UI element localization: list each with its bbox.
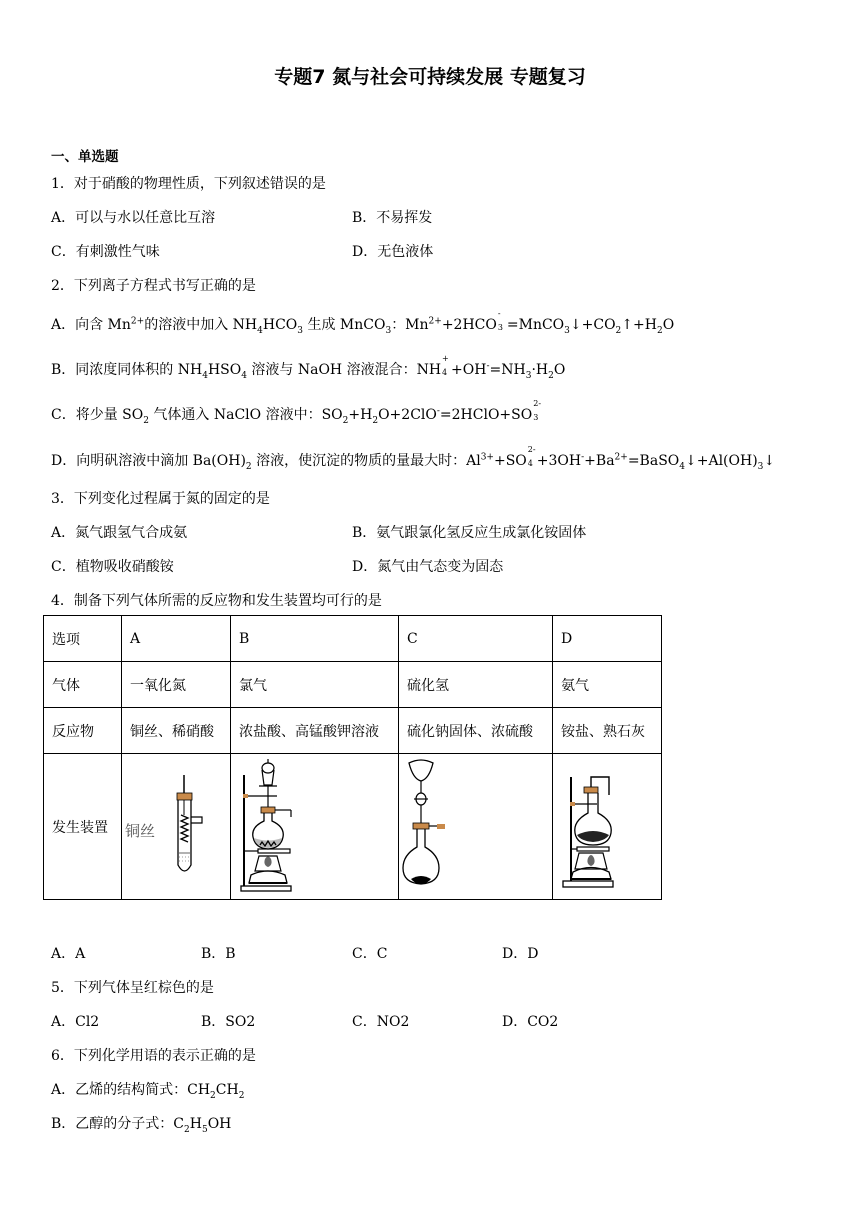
table-row [44, 616, 662, 662]
section-heading: 一、单选题 [51, 149, 119, 165]
q5-option-d[interactable]: D．CO2 [502, 1014, 559, 1030]
table-row [44, 754, 662, 900]
q2-option-b[interactable]: B．同浓度同体积的 $NH_4HSO_4$ 溶液与 NaOH 溶液混合：NH + 4 $+OH^-=NH_3\cdot H_2O$ [51, 354, 566, 381]
q4-option-b[interactable]: B．B [201, 946, 236, 962]
options-table [43, 615, 662, 900]
question-6-stem: 6．下列化学用语的表示正确的是 [51, 1048, 256, 1064]
question-2-stem: 2．下列离子方程式书写正确的是 [51, 278, 256, 294]
q5-option-c[interactable]: C．NO2 [352, 1014, 410, 1030]
apparatus-c [399, 754, 553, 900]
q2-option-a[interactable]: A．向含 $Mn^{2+}$的溶液中加入 $NH_4HCO_3$ 生成 MnCO$_3$：$Mn^{2+}+2HCO$ - 3 $=MnCO_3↓+CO_2↑+H_2O$ [51, 309, 675, 336]
round-flask-funnel-icon [399, 755, 552, 899]
q6-option-a[interactable]: A．乙烯的结构简式：$CH_2CH_2$ [51, 1082, 245, 1101]
table-cell: 氯气 [231, 662, 399, 708]
question-5-stem: 5．下列气体呈红棕色的是 [51, 980, 214, 996]
q2-option-d[interactable]: D．向明矾溶液中滴加 $Ba(OH)_2$ 溶液，使沉淀的物质的量最大时：$Al^{3+}+SO$ 2- 4 $+3OH^-+Ba^{2+}=BaSO_4↓+Al(OH)_3↓$ [51, 445, 776, 472]
table-cell: B [231, 616, 399, 662]
table-cell: 气体 [44, 662, 122, 708]
q3-option-a[interactable]: A．氮气跟氢气合成氨 [51, 525, 188, 541]
q2-option-c[interactable]: C．将少量 $SO_2$ 气体通入 NaClO 溶液中：$SO_2+H_2O+2ClO^-=2HClO+SO$ 2- 3 [51, 399, 542, 426]
apparatus-a [122, 754, 231, 900]
table-cell: 铵盐、熟石灰 [553, 708, 662, 754]
q3-option-b[interactable]: B．氨气跟氯化氢反应生成氯化铵固体 [352, 525, 587, 541]
table-row [44, 708, 662, 754]
q5-option-b[interactable]: B．SO2 [201, 1014, 256, 1030]
q1-option-d[interactable]: D．无色液体 [352, 244, 434, 260]
table-cell: 浓盐酸、高锰酸钾溶液 [231, 708, 399, 754]
q6-option-b[interactable]: B．乙醇的分子式：$C_2H_5OH$ [51, 1116, 232, 1135]
apparatus-b [231, 754, 399, 900]
table-cell: A [122, 616, 231, 662]
q4-option-c[interactable]: C．C [352, 946, 388, 962]
table-cell: 硫化氢 [399, 662, 553, 708]
q4-option-d[interactable]: D．D [502, 946, 539, 962]
table-cell: 一氧化氮 [122, 662, 231, 708]
question-1-stem: 1．对于硝酸的物理性质，下列叙述错误的是 [51, 176, 326, 192]
q5-option-a[interactable]: A．Cl2 [51, 1014, 100, 1030]
q1-option-a[interactable]: A．可以与水以任意比互溶 [51, 210, 216, 226]
table-cell: 氨气 [553, 662, 662, 708]
question-4-stem: 4．制备下列气体所需的反应物和发生装置均可行的是 [51, 593, 382, 609]
flask-separatory-funnel-icon [231, 755, 398, 899]
q3-option-c[interactable]: C．植物吸收硝酸铵 [51, 559, 174, 575]
table-cell: 反应物 [44, 708, 122, 754]
apparatus-d [553, 754, 662, 900]
copper-wire-label: 铜丝 [125, 822, 156, 840]
table-cell: 选项 [44, 616, 122, 662]
table-row [44, 662, 662, 708]
question-3-stem: 3．下列变化过程属于氮的固定的是 [51, 491, 270, 507]
table-cell: 铜丝、稀硝酸 [122, 708, 231, 754]
q1-option-c[interactable]: C．有刺激性气味 [51, 244, 160, 260]
test-tube-copper-wire-icon [122, 755, 230, 899]
table-cell: C [399, 616, 553, 662]
table-cell: 硫化钠固体、浓硫酸 [399, 708, 553, 754]
q4-option-a[interactable]: A．A [51, 946, 86, 962]
page-title: 专题7 氮与社会可持续发展 专题复习 [274, 66, 586, 88]
q1-option-b[interactable]: B．不易挥发 [352, 210, 433, 226]
q3-option-d[interactable]: D．氮气由气态变为固态 [352, 559, 504, 575]
table-cell: 发生装置 [44, 754, 122, 900]
table-cell: D [553, 616, 662, 662]
flask-heating-stand-icon [553, 755, 661, 899]
